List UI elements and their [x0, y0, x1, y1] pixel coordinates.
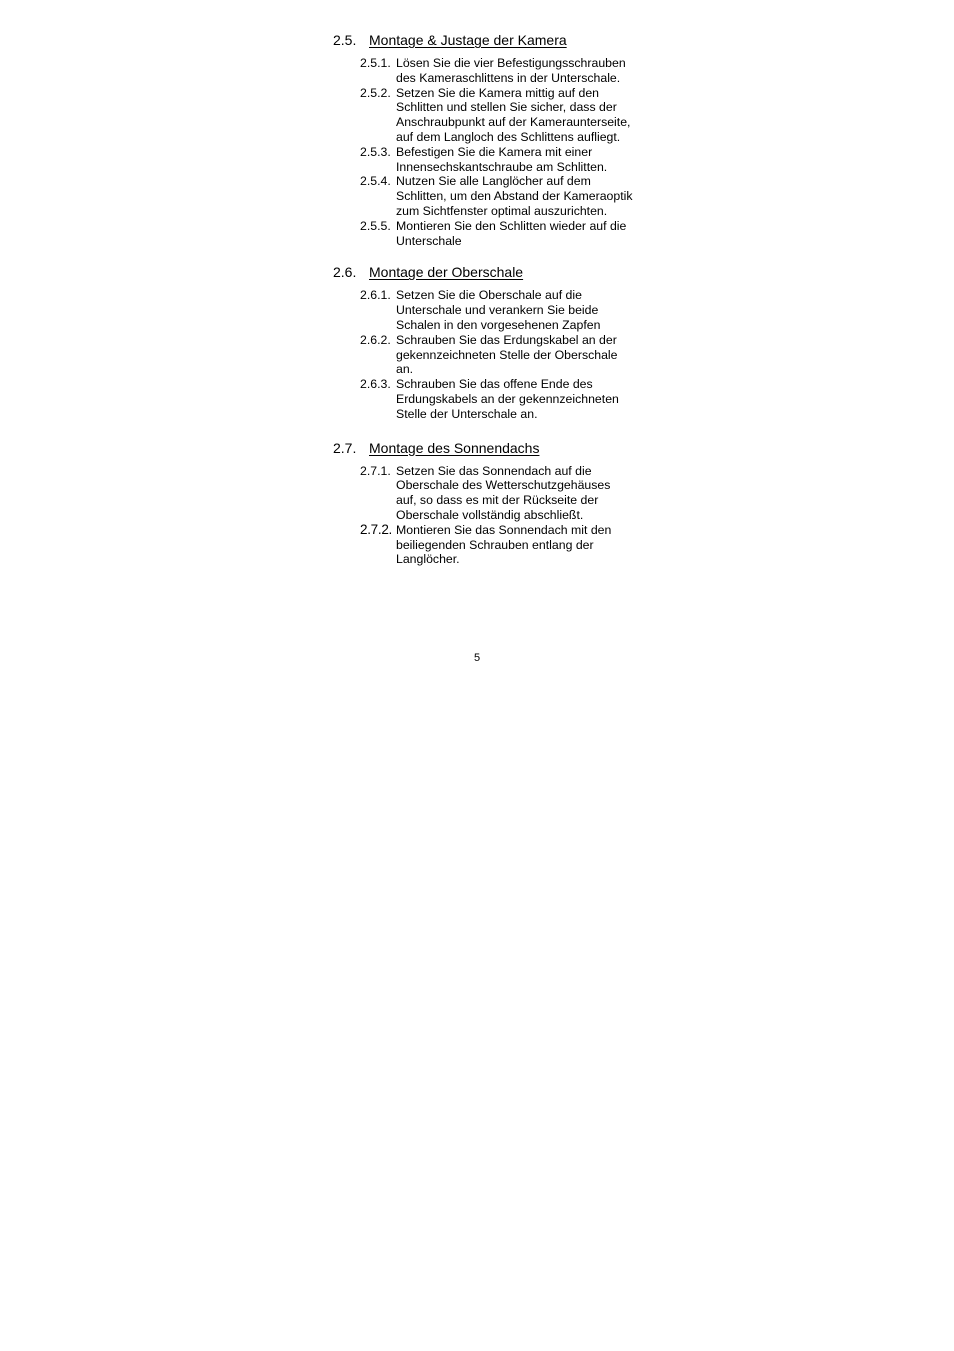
item-text: Montieren Sie das Sonnendach mit den beiliegenden Schrauben entlang der Langlöcher.: [396, 522, 612, 567]
item-number: 2.5.2.: [360, 85, 391, 100]
section-title: Montage des Sonnendachs: [369, 439, 540, 456]
section-title: Montage & Justage der Kamera: [369, 32, 567, 48]
section-title: Montage der Oberschale: [369, 264, 524, 281]
item-number: 2.7.1.: [360, 463, 391, 478]
list-item: [360, 464, 633, 523]
document-body: [333, 31, 633, 567]
list-item: [360, 288, 633, 332]
section-2-6: [333, 263, 633, 421]
item-list: [333, 464, 633, 568]
list-item: [360, 174, 633, 218]
item-number: 2.5.3.: [360, 144, 391, 159]
page-number: 5: [473, 652, 481, 664]
list-item: [360, 523, 633, 567]
section-heading: [333, 263, 633, 281]
item-text: Befestigen Sie die Kamera mit einer Innensechskantschraube am Schlitten.: [396, 144, 608, 174]
section-2-7: [333, 439, 633, 568]
section-heading: [333, 31, 633, 49]
section-spacer: [333, 422, 633, 439]
item-number: 2.5.5.: [360, 218, 391, 233]
item-number: 2.6.3.: [360, 377, 391, 392]
item-number: 2.7.2.: [360, 521, 392, 537]
item-text: Lösen Sie die vier Befestigungsschrauben des Kameraschlittens in der Unterschale.: [396, 56, 626, 85]
section-2-5: [333, 31, 633, 248]
item-number: 2.5.1.: [360, 56, 391, 70]
item-number: 2.6.2.: [360, 332, 391, 347]
list-item: [360, 56, 633, 86]
item-text: Setzen Sie das Sonnendach auf die Oberschale des Wetterschutzgehäuses auf, so dass es mit der Rückseite der Oberschale vollständig abschließt.: [396, 463, 611, 522]
section-number: 2.7.: [333, 439, 357, 456]
item-list: [333, 288, 633, 421]
list-item: [360, 377, 633, 421]
section-number: 2.6.: [333, 264, 357, 281]
item-text: Schrauben Sie das Erdungskabel an der gekennzeichneten Stelle der Oberschale an.: [396, 332, 618, 377]
list-item: [360, 333, 633, 377]
item-text: Setzen Sie die Kamera mittig auf den Schlitten und stellen Sie sicher, dass der Anschraubpunkt auf der Kameraunterseite, auf dem Langloch des Schlittens aufliegt.: [396, 85, 631, 144]
item-text: Montieren Sie den Schlitten wieder auf die Unterschale: [396, 218, 627, 248]
list-item: [360, 145, 633, 175]
list-item: [360, 86, 633, 145]
item-text: Nutzen Sie alle Langlöcher auf dem Schlitten, um den Abstand der Kameraoptik zum Sichtfenster optimal auszurichten.: [396, 174, 633, 218]
list-item: [360, 219, 633, 249]
item-text: Schrauben Sie das offene Ende des Erdungskabels an der gekennzeichneten Stelle der Unterschale an.: [396, 377, 619, 421]
item-number: 2.6.1.: [360, 288, 391, 303]
item-text: Setzen Sie die Oberschale auf die Unterschale und verankern Sie beide Schalen in den vorgesehenen Zapfen: [396, 288, 601, 332]
section-spacer: [333, 248, 633, 263]
item-number: 2.5.4.: [360, 174, 391, 189]
item-list: [333, 56, 633, 248]
section-number: 2.5.: [333, 32, 357, 48]
section-heading: [333, 439, 633, 457]
